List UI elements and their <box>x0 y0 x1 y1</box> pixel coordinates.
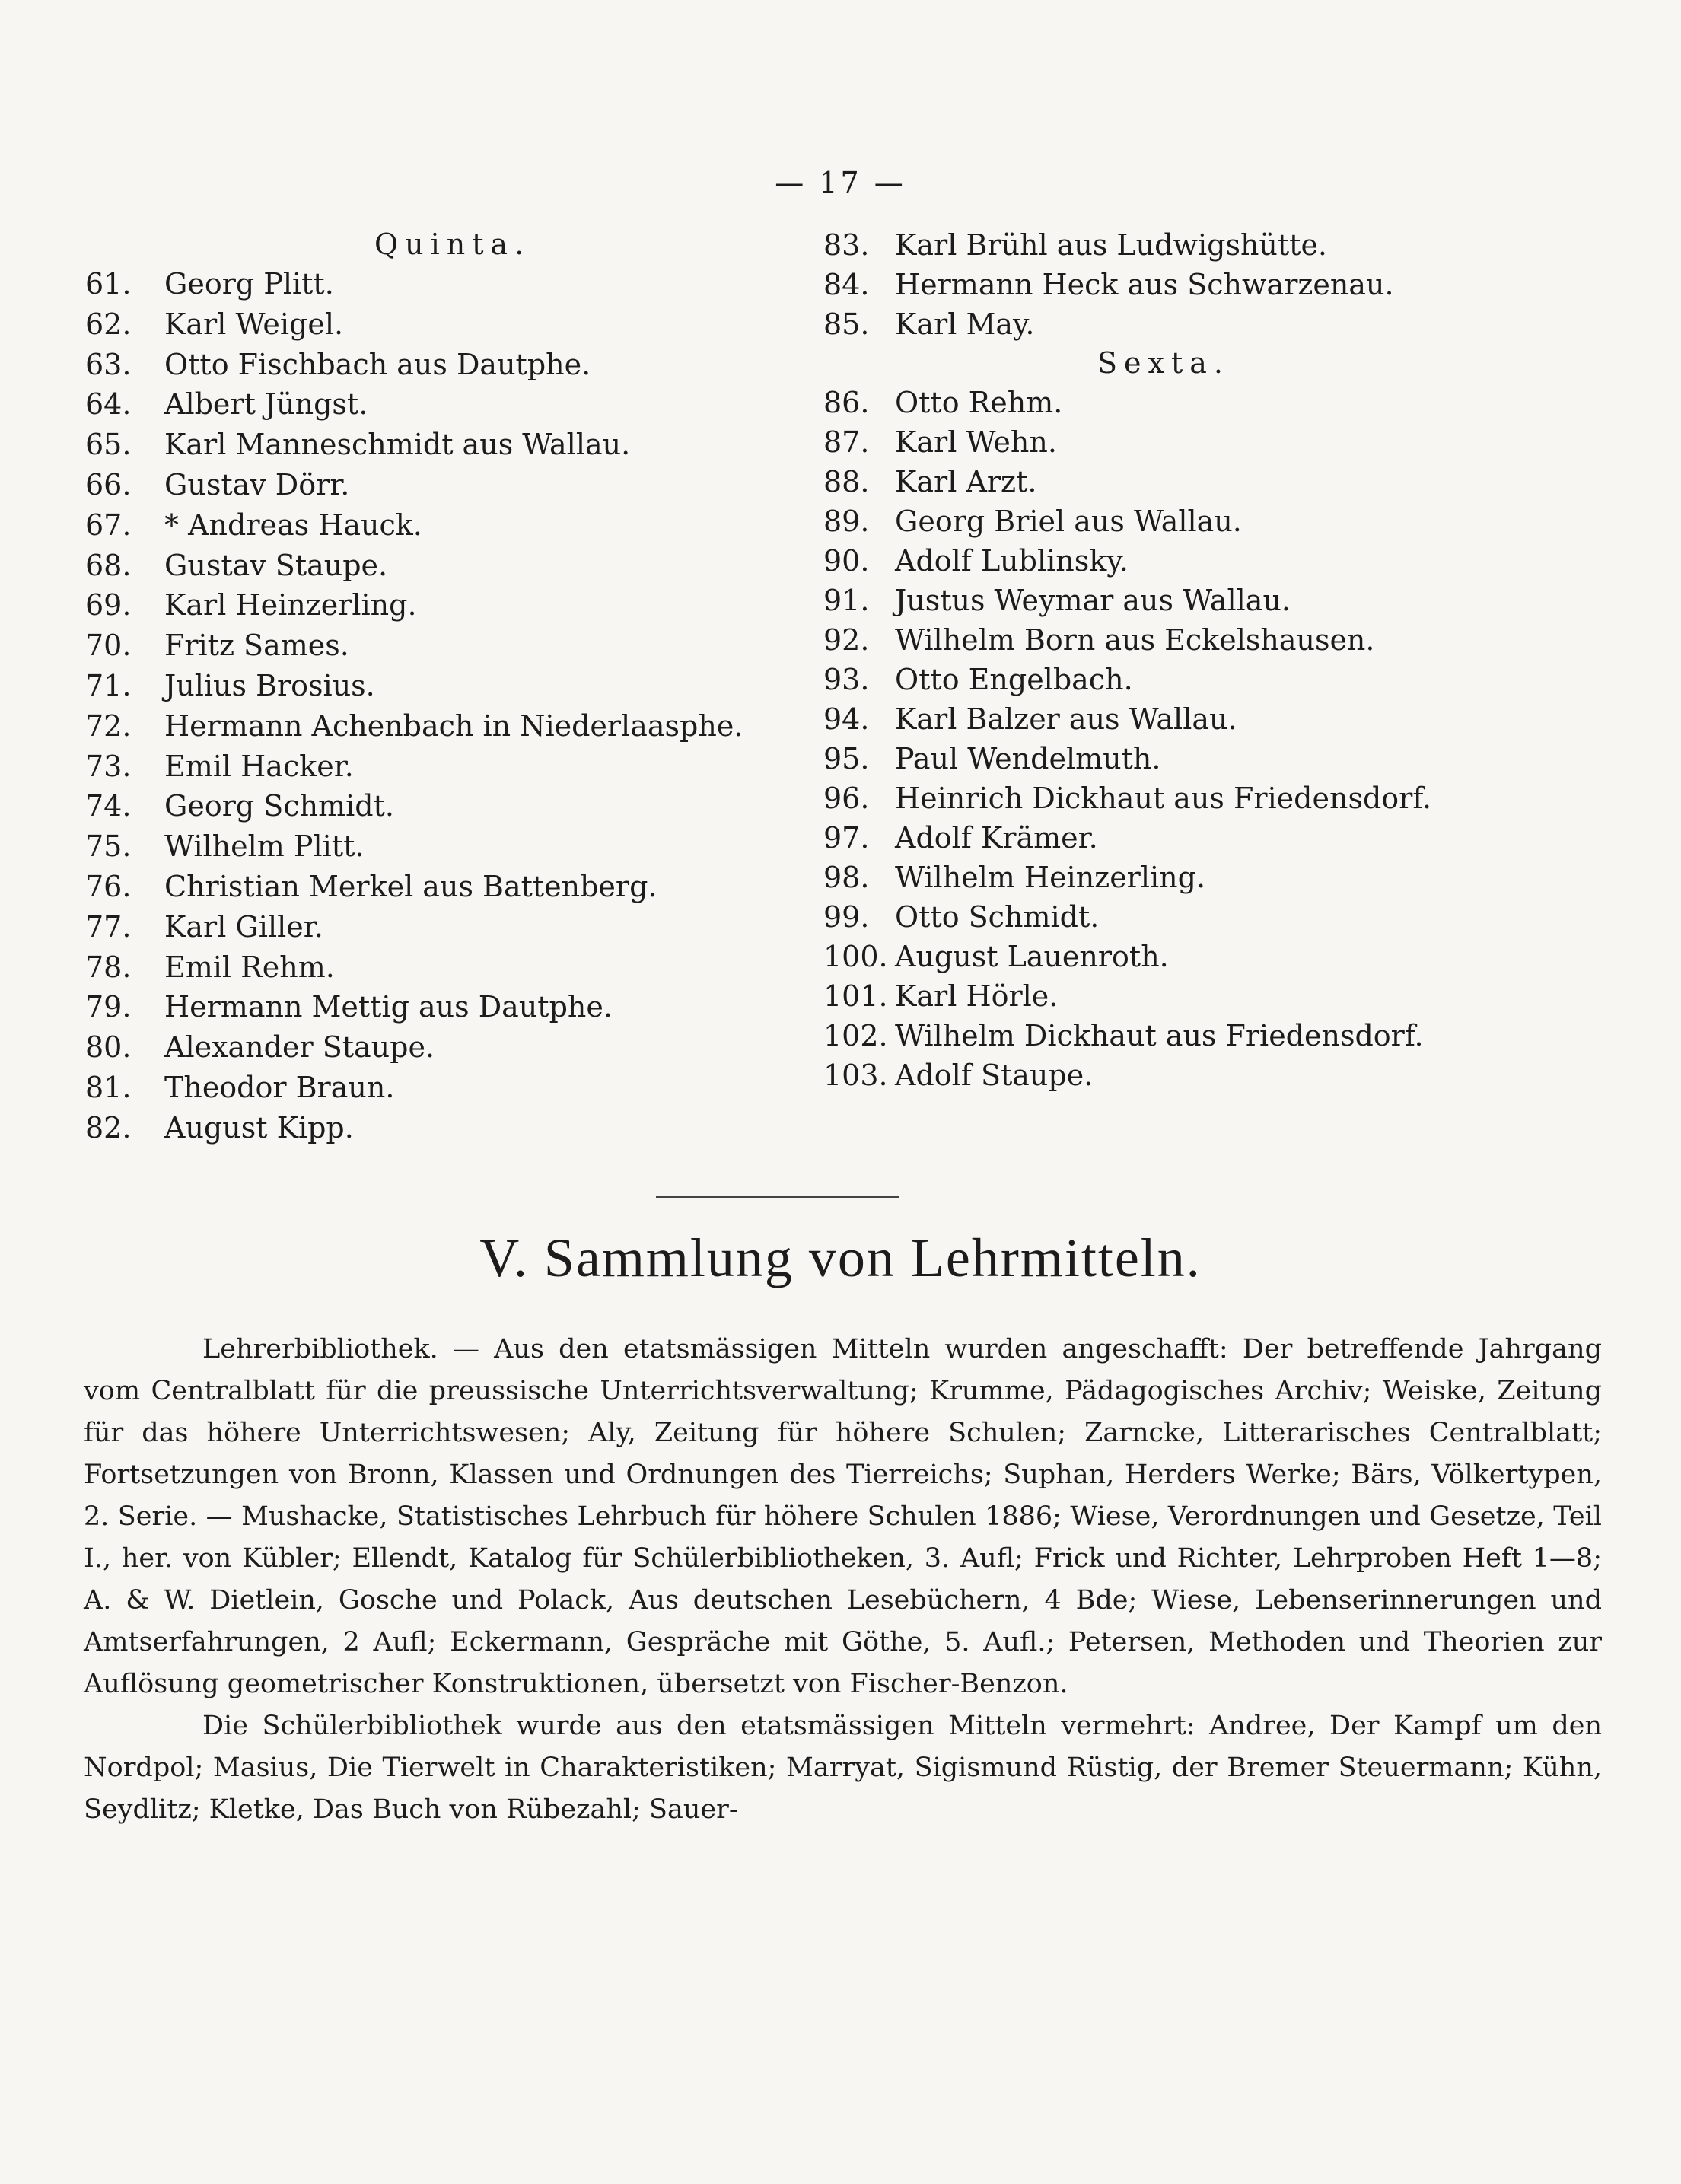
list-item <box>823 1055 1630 1095</box>
entry-name: Adolf Lublinsky. <box>895 544 1129 578</box>
list-item <box>823 858 1630 897</box>
entry-number: 102. <box>823 1019 888 1052</box>
entry-number: 82. <box>85 1110 132 1145</box>
list-item <box>85 666 816 706</box>
class-heading-quinta: Quinta. <box>374 228 531 261</box>
entry-number: 74. <box>85 789 132 823</box>
paragraph-lehrerbibliothek: Lehrerbibliothek. — Aus den etatsmässigen Mitteln wurden angeschafft: Der betreffende Jahrgang vom Centralblatt für die preussische Unterrichtsverwaltung; Krumme, Pädagogisches Archiv; Weiske, Zeitung für das höhere Unterrichtswesen; Aly, Zeitung für höhere Schulen; Zarncke, Litterarisches Centralblatt; Fortsetzungen von Bronn, Klassen und Ordnungen des Tierreichs; Suphan, Herders Werke; Bärs, Völkertypen, 2. Serie. — Mushacke, Statistisches Lehrbuch für höhere Schulen 1886; Wiese, Verordnungen und Gesetze, Teil I., her. von Kübler; Ellendt, Katalog für Schülerbibliotheken, 3. Aufl; Frick und Richter, Lehrproben Heft 1—8; A. & W. Dietlein, Gosche und Polack, Aus deutschen Lesebüchern, 4 Bde; Wiese, Lebenserinnerungen und Amtserfahrungen, 2 Aufl; Eckermann, Gespräche mit Göthe, 5. Aufl.; Petersen, Methoden und Theorien zur Auflösung geometrischer Konstruktionen, übersetzt von Fischer-Benzon. <box>84 1334 1602 1699</box>
list-item <box>823 462 1630 501</box>
entry-name: Wilhelm Dickhaut aus Friedensdorf. <box>895 1019 1424 1052</box>
list-item <box>85 867 816 907</box>
entry-name: Karl May. <box>895 307 1035 341</box>
entry-number: 87. <box>823 425 870 459</box>
list-item <box>85 1027 816 1068</box>
entry-number: 99. <box>823 900 870 934</box>
entry-number: 80. <box>85 1030 132 1065</box>
entry-name: Otto Rehm. <box>895 386 1063 419</box>
entry-name: Wilhelm Plitt. <box>164 829 365 864</box>
entry-name: Heinrich Dickhaut aus Friedensdorf. <box>895 782 1432 815</box>
list-item <box>85 465 816 505</box>
entry-name: Karl Manneschmidt aus Wallau. <box>164 428 631 462</box>
entry-number: 95. <box>823 742 870 775</box>
list-item <box>85 384 816 425</box>
list-item <box>85 585 816 626</box>
entry-number: 88. <box>823 465 870 498</box>
entry-name: Karl Giller. <box>164 909 323 944</box>
section-heading: V. Sammlung von Lehrmitteln. <box>479 1227 1202 1288</box>
entry-number: 90. <box>823 544 870 578</box>
list-item <box>823 976 1630 1016</box>
entry-number: 78. <box>85 950 132 984</box>
entry-number: 100. <box>823 940 888 973</box>
entry-name: Otto Schmidt. <box>895 900 1100 934</box>
list-item <box>85 987 816 1027</box>
list-item <box>85 947 816 988</box>
entry-number: 98. <box>823 861 870 894</box>
entry-name: * Andreas Hauck. <box>164 508 422 542</box>
entry-name: Paul Wendelmuth. <box>895 742 1161 775</box>
list-item <box>823 620 1630 660</box>
class-heading-sexta: Sexta. <box>1097 346 1230 380</box>
entry-number: 75. <box>85 829 132 864</box>
list-item <box>85 1108 816 1148</box>
entry-name: Georg Schmidt. <box>164 789 394 823</box>
entry-number: 79. <box>85 990 132 1024</box>
list-item <box>823 1016 1630 1055</box>
list-item <box>823 778 1630 818</box>
entry-number: 64. <box>85 387 132 422</box>
entry-name: Karl Wehn. <box>895 425 1057 459</box>
entry-number: 66. <box>85 467 132 501</box>
list-item <box>823 501 1630 541</box>
entry-number: 83. <box>823 228 870 262</box>
entry-number: 92. <box>823 623 870 657</box>
list-item <box>823 699 1630 739</box>
quinta-continued-entries <box>823 225 1630 344</box>
entry-name: Hermann Achenbach in Niederlaasphe. <box>164 708 743 743</box>
entry-name: Emil Hacker. <box>164 749 354 783</box>
quinta-entries <box>85 264 816 1148</box>
entry-name: Otto Engelbach. <box>895 663 1133 696</box>
entry-name: Hermann Mettig aus Dautphe. <box>164 990 613 1024</box>
entry-number: 91. <box>823 584 870 617</box>
entry-number: 96. <box>823 782 870 815</box>
list-item <box>823 225 1630 265</box>
entry-number: 72. <box>85 708 132 743</box>
entry-number: 103. <box>823 1059 888 1092</box>
list-item <box>85 345 816 385</box>
list-item <box>85 826 816 867</box>
entry-name: Hermann Heck aus Schwarzenau. <box>895 268 1394 301</box>
entry-number: 70. <box>85 629 132 663</box>
list-item <box>85 786 816 826</box>
list-item <box>85 626 816 666</box>
entry-number: 62. <box>85 307 132 341</box>
list-item <box>85 907 816 947</box>
entry-name: August Kipp. <box>164 1110 354 1145</box>
entry-name: Wilhelm Born aus Eckelshausen. <box>895 623 1375 657</box>
right-column-list <box>823 225 1630 1095</box>
entry-number: 85. <box>823 307 870 341</box>
list-item <box>85 304 816 345</box>
entry-name: Gustav Dörr. <box>164 467 350 501</box>
entry-number: 94. <box>823 702 870 736</box>
entry-name: Julius Brosius. <box>164 668 375 702</box>
entry-name: Emil Rehm. <box>164 950 335 984</box>
entry-number: 68. <box>85 548 132 582</box>
entry-name: Fritz Sames. <box>164 629 349 663</box>
entry-name: Karl Balzer aus Wallau. <box>895 702 1237 736</box>
section-body <box>84 1329 1602 1831</box>
entry-number: 81. <box>85 1070 132 1104</box>
list-item <box>85 264 816 304</box>
list-item <box>85 1068 816 1108</box>
list-item <box>823 541 1630 581</box>
list-item <box>85 505 816 546</box>
list-item <box>823 739 1630 778</box>
entry-number: 67. <box>85 508 132 542</box>
entry-name: Theodor Braun. <box>164 1070 395 1104</box>
list-item <box>823 897 1630 937</box>
paragraph-schuelerbibliothek: Die Schülerbibliothek wurde aus den etatsmässigen Mitteln vermehrt: Andree, Der Kampf um den Nordpol; Masius, Die Tierwelt in Charakteristiken; Marryat, Sigismund Rüstig, der Bremer Steuermann; Kühn, Seydlitz; Kletke, Das Buch von Rübezahl; Sauer- <box>84 1711 1602 1825</box>
list-item <box>85 425 816 465</box>
list-item <box>823 818 1630 858</box>
page-number: — 17 — <box>775 166 906 199</box>
list-item <box>823 581 1630 620</box>
entry-number: 76. <box>85 869 132 903</box>
entry-name: Otto Fischbach aus Dautphe. <box>164 347 591 381</box>
list-item <box>823 937 1630 976</box>
entry-name: Karl Heinzerling. <box>164 588 417 622</box>
entry-number: 73. <box>85 749 132 783</box>
entry-number: 65. <box>85 428 132 462</box>
list-item <box>85 546 816 586</box>
sexta-entries <box>823 383 1630 1095</box>
list-item <box>823 660 1630 699</box>
entry-number: 97. <box>823 821 870 855</box>
entry-number: 93. <box>823 663 870 696</box>
entry-name: August Lauenroth. <box>895 940 1169 973</box>
entry-name: Gustav Staupe. <box>164 548 388 582</box>
quinta-list <box>85 225 816 1148</box>
entry-name: Albert Jüngst. <box>164 387 368 422</box>
entry-name: Georg Plitt. <box>164 267 334 301</box>
entry-name: Karl Brühl aus Ludwigshütte. <box>895 228 1328 262</box>
divider-rule <box>656 1196 899 1198</box>
entry-number: 69. <box>85 588 132 622</box>
entry-name: Adolf Staupe. <box>895 1059 1094 1092</box>
entry-name: Adolf Krämer. <box>895 821 1098 855</box>
entry-number: 71. <box>85 668 132 702</box>
list-item <box>823 422 1630 462</box>
entry-number: 86. <box>823 386 870 419</box>
entry-number: 101. <box>823 979 888 1013</box>
entry-name: Alexander Staupe. <box>164 1030 435 1065</box>
entry-number: 63. <box>85 347 132 381</box>
entry-name: Georg Briel aus Wallau. <box>895 505 1242 538</box>
list-item <box>823 383 1630 422</box>
entry-name: Karl Hörle. <box>895 979 1059 1013</box>
entry-name: Karl Weigel. <box>164 307 344 341</box>
list-item <box>85 706 816 747</box>
list-item <box>85 747 816 787</box>
entry-number: 77. <box>85 909 132 944</box>
entry-number: 84. <box>823 268 870 301</box>
list-item <box>823 265 1630 304</box>
list-item <box>823 304 1630 344</box>
entry-name: Justus Weymar aus Wallau. <box>895 584 1291 617</box>
entry-name: Karl Arzt. <box>895 465 1037 498</box>
entry-number: 89. <box>823 505 870 538</box>
entry-name: Wilhelm Heinzerling. <box>895 861 1206 894</box>
entry-name: Christian Merkel aus Battenberg. <box>164 869 657 903</box>
entry-number: 61. <box>85 267 132 301</box>
